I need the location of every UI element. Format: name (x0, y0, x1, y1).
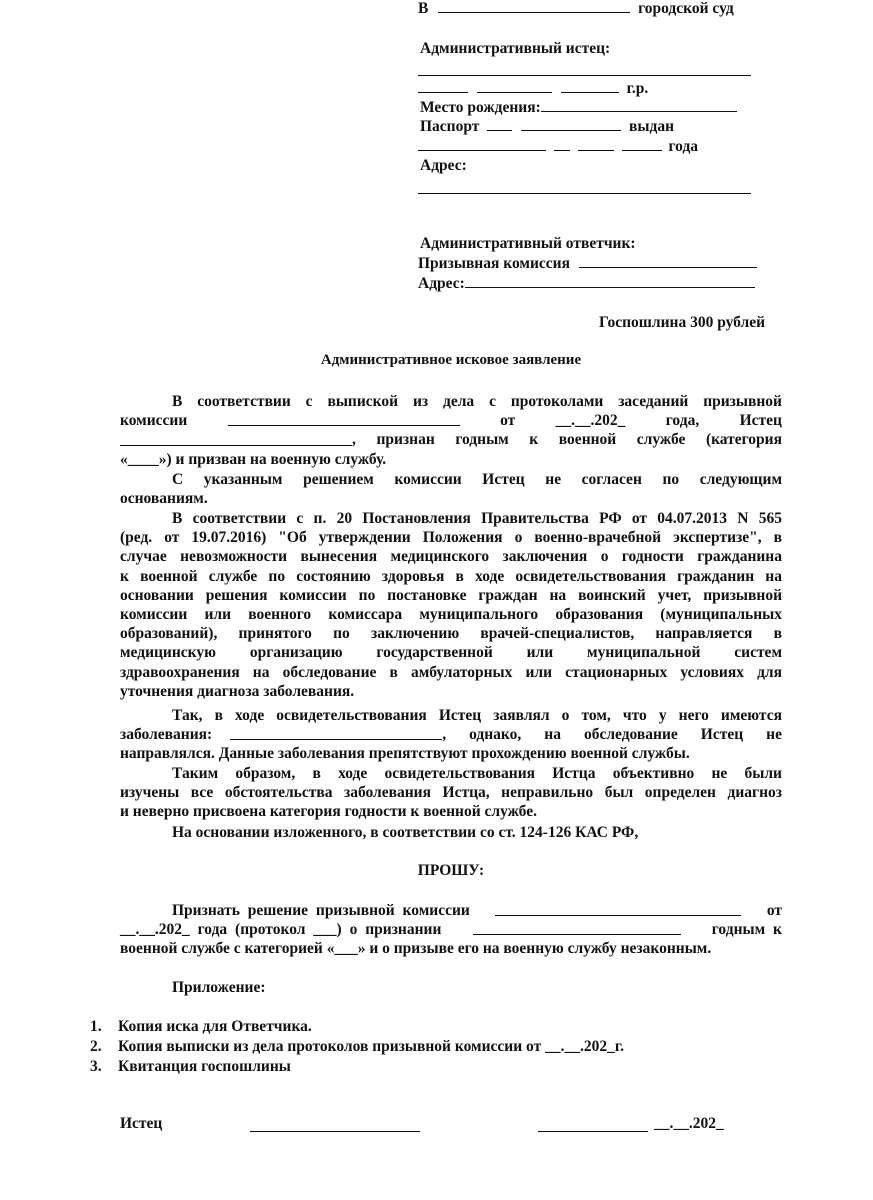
attachment-number: 2. (90, 1038, 102, 1055)
request-protocol-text: __.__.202_ года (протокол ___) о признании (120, 921, 442, 939)
p3-line-8: медицинскую организацию государственной или муниципальной систем (120, 644, 782, 662)
defendant-address-blank[interactable] (465, 286, 755, 288)
year-suffix: года (668, 138, 699, 155)
signature-name-blank[interactable] (538, 1131, 648, 1132)
p1-from-label: от (500, 412, 516, 430)
paragraph-5 (120, 764, 782, 822)
p3-line-9: здравоохранения на обследование в амбулаторных или стационарных условиях для (120, 663, 782, 681)
p1-commission-blank[interactable] (228, 424, 460, 426)
request-line-3: военной службе с категорией «___» и о призыве его на военную службу незаконным. (120, 940, 712, 958)
passport-issue-line (418, 138, 698, 156)
p4-diseases-label: заболевания: (120, 726, 213, 744)
paragraph-3 (120, 509, 782, 701)
p4-line-1: Так, в ходе освидетельствования Истец заявлял о том, что у него имеются (172, 707, 782, 724)
p4-however-text: , однако, на обследование Истец не (442, 726, 782, 744)
p1-line-3 (120, 430, 782, 449)
commission-blank[interactable] (579, 266, 757, 268)
paragraph-2 (120, 470, 782, 508)
passport-month-blank[interactable] (578, 149, 614, 151)
attachment-number: 3. (90, 1058, 102, 1075)
paragraph-6 (120, 823, 782, 842)
address-label: Адрес: (420, 157, 467, 174)
p1-plaintiff-label: Истец (739, 412, 782, 430)
attachment-item (90, 1037, 624, 1057)
p3-line-2: (ред. от 19.07.2016) "Об утверждении Положения о военно-врачебной экспертизе", в (120, 529, 782, 547)
request-line-1 (120, 901, 782, 920)
p1-date[interactable]: __.__.202_ (555, 412, 626, 430)
birth-suffix: г.р. (626, 80, 649, 97)
p5-line-2: изучены все обстоятельства заболевания Истца, неправильно был определен диагноз (120, 784, 782, 802)
request-fit-text: годным к (711, 921, 782, 939)
p4-diseases-blank[interactable] (230, 738, 442, 740)
request-commission-blank[interactable] (495, 914, 741, 916)
birthplace-line (420, 99, 737, 117)
request-decision-text: Признать решение призывной комиссии (172, 902, 470, 919)
birth-month-blank[interactable] (477, 91, 552, 93)
attachments-list (90, 1017, 624, 1077)
p1-recognized-text: , признан годным к военной службе (категория (352, 431, 782, 449)
p1-line-1: В соответствии с выпиской из дела с протоколами заседаний призывной (172, 393, 782, 410)
defendant-address-line (418, 275, 755, 293)
request-heading: ПРОШУ: (417, 862, 485, 879)
passport-line (420, 118, 674, 136)
passport-series-blank[interactable] (487, 129, 512, 131)
p3-line-6: комиссии или военного комиссара муниципального образования (муниципальных (120, 606, 782, 624)
document-title: Административное исковое заявление (320, 352, 582, 368)
court-suffix: городской суд (638, 0, 734, 17)
paragraph-1 (120, 392, 782, 469)
p6-line-1: На основании изложенного, в соответствии со ст. 124-126 КАС РФ, (172, 824, 639, 841)
request-line-2 (120, 920, 782, 939)
attachment-text: Копия иска для Ответчика. (118, 1018, 312, 1035)
p4-line-3: направлялся. Данные заболевания препятствуют прохождению военной службы. (120, 745, 690, 763)
attachments-label: Приложение: (172, 979, 266, 996)
attachment-item (90, 1057, 624, 1077)
p3-line-1: В соответствии с п. 20 Постановления Правительства РФ от 04.07.2013 N 565 (172, 510, 782, 527)
plaintiff-name-blank[interactable] (418, 75, 751, 76)
passport-issued: выдан (629, 118, 675, 135)
attachment-number: 1. (90, 1018, 102, 1035)
state-fee: Госпошлина 300 рублей (599, 314, 766, 331)
passport-year-blank[interactable] (622, 149, 662, 151)
court-line (418, 0, 734, 18)
signature-label: Истец (120, 1115, 163, 1132)
passport-issuer-blank[interactable] (418, 149, 546, 151)
signature-date[interactable]: __.__.202_ (654, 1115, 724, 1132)
defendant-label: Административный ответчик: (420, 235, 636, 252)
plaintiff-label: Административный истец: (420, 40, 611, 57)
passport-label: Паспорт (420, 118, 480, 135)
commission-line (418, 255, 757, 273)
birth-day-blank[interactable] (418, 91, 468, 93)
paragraph-4 (120, 706, 782, 764)
attachment-item (90, 1017, 624, 1037)
birthplace-label: Место рождения: (420, 99, 541, 116)
p3-line-5: основании решения комиссии по постановке граждан на воинский учет, призывной (120, 586, 782, 604)
p2-line-1: С указанным решением комиссии Истец не согласен по следующим (172, 471, 782, 488)
court-prefix: В (418, 0, 429, 17)
p2-line-2: основаниям. (120, 490, 208, 508)
p1-commission-label: комиссии (120, 412, 188, 430)
p1-plaintiff-blank[interactable] (120, 444, 352, 446)
commission-label: Призывная комиссия (418, 255, 570, 272)
p3-line-3: случае невозможности вынесения медицинского заключения о годности гражданина (120, 548, 782, 566)
p5-line-1: Таким образом, в ходе освидетельствования Истца объективно не были (172, 765, 782, 782)
attachment-text: Квитанция госпошлины (118, 1058, 291, 1075)
request-recognized-blank[interactable] (473, 933, 681, 935)
p3-line-10: уточнения диагноза заболевания. (120, 682, 355, 700)
attachment-text: Копия выписки из дела протоколов призывной комиссии от __.__.202_г. (118, 1038, 624, 1055)
birthplace-blank[interactable] (541, 110, 737, 112)
passport-day-blank[interactable] (554, 149, 570, 151)
birth-year-blank[interactable] (561, 91, 619, 93)
request-paragraph (120, 901, 782, 959)
signature-blank[interactable] (250, 1131, 420, 1132)
p3-line-7: образований), принятого по заключению врачей-специалистов, направляется в (120, 625, 782, 643)
p5-line-3: и неверно присвоена категория годности к военной службе. (120, 803, 537, 821)
p1-year-label: года, (665, 412, 700, 430)
p3-line-4: к военной службе по состоянию здоровья в ходе освидетельствования гражданин на (120, 567, 782, 585)
defendant-address-label: Адрес: (418, 275, 465, 292)
p4-line-2 (120, 725, 782, 744)
request-from-label: от (766, 902, 782, 919)
court-name-blank[interactable] (438, 11, 630, 13)
passport-number-blank[interactable] (521, 129, 621, 131)
p1-line-4: «____») и призван на военную службу. (120, 450, 387, 468)
address-blank[interactable] (418, 193, 751, 194)
p1-line-2 (120, 411, 782, 430)
birth-date-line (418, 80, 648, 98)
